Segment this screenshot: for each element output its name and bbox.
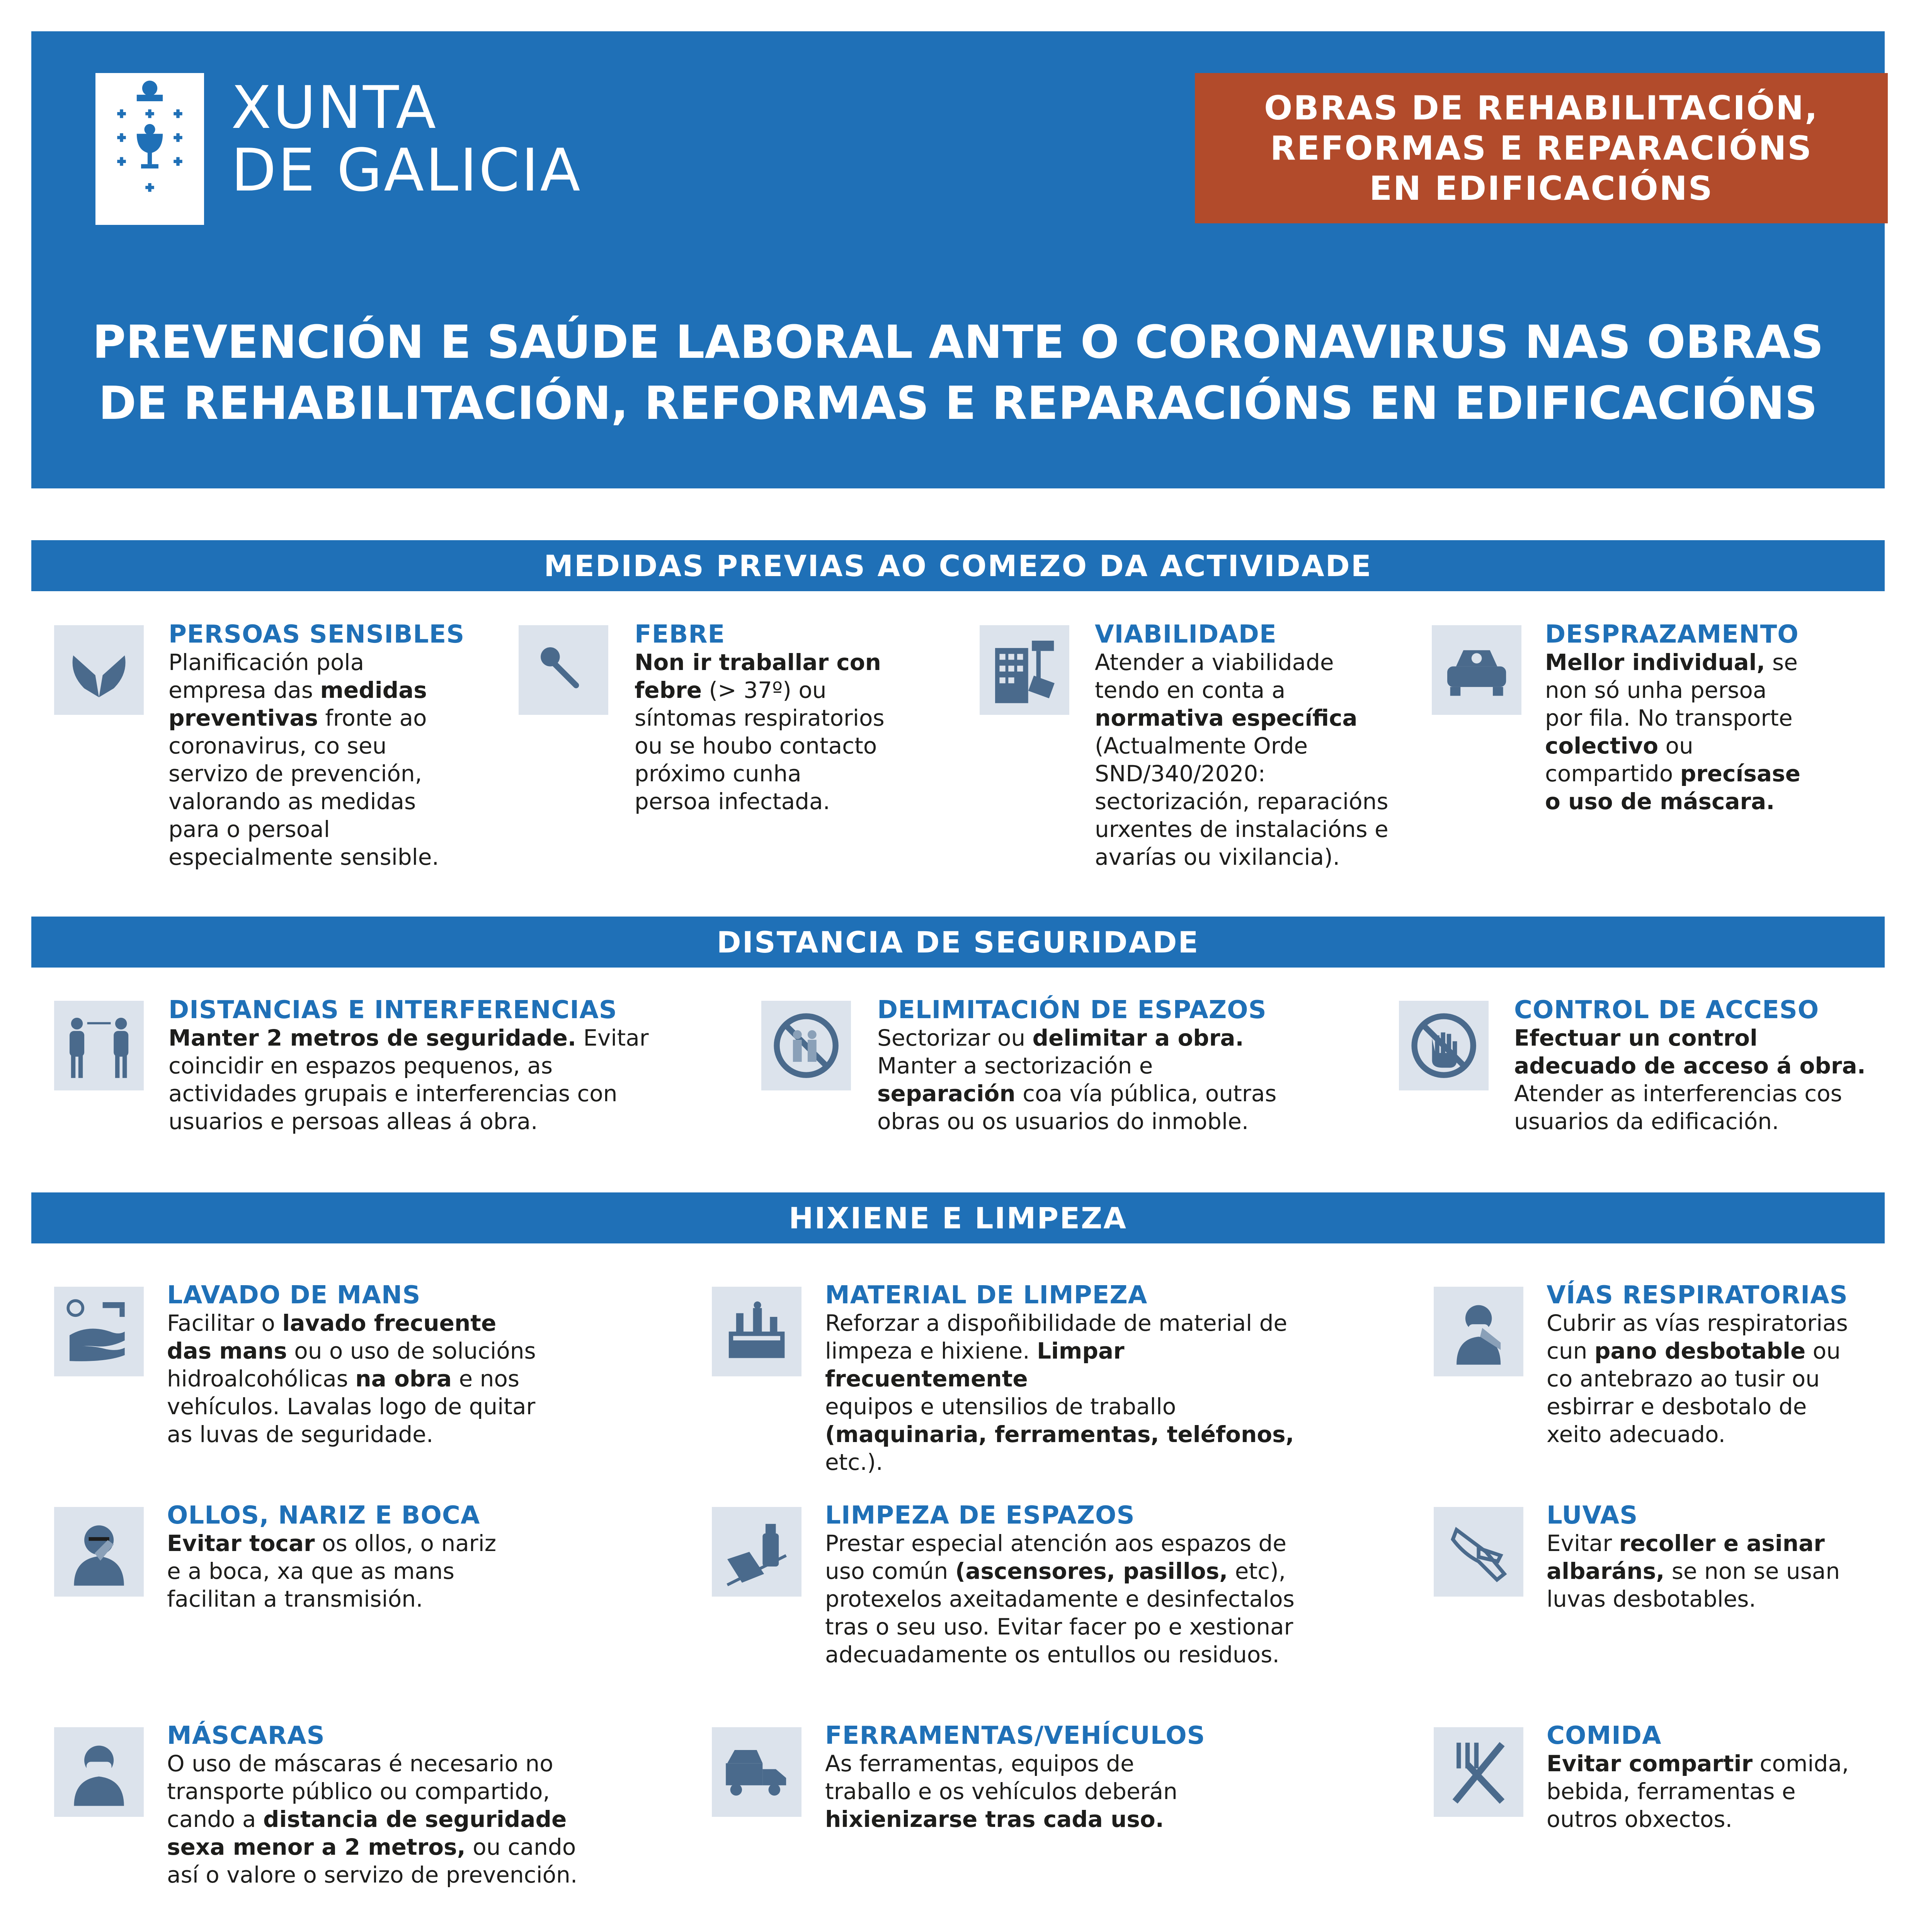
text-line: Mellor individual, se: [1545, 649, 1798, 675]
face-touch-icon: [54, 1507, 144, 1597]
text-line: Evitar compartir comida,: [1547, 1750, 1849, 1777]
stop-hand-icon: [1399, 1001, 1489, 1090]
text-line: cando a distancia de seguridade: [167, 1806, 567, 1832]
text-line: As ferramentas, equipos de: [825, 1750, 1134, 1777]
heading-line: VIABILIDADE: [1095, 620, 1277, 649]
heading-line: OLLOS, NARIZ E BOCA: [167, 1501, 480, 1530]
text-line: O uso de máscaras é necesario no: [167, 1750, 553, 1777]
item-hixiene-3: [1547, 1281, 1916, 1448]
logo-line-1: XUNTA: [231, 73, 438, 142]
item-previas-2: [635, 621, 936, 815]
section-bar-distancia: DISTANCIA DE SEGURIDADE: [31, 917, 1885, 968]
text-line: servizo de prevención,: [168, 760, 422, 787]
hands-protect-icon: [54, 625, 144, 715]
item-heading: [167, 1722, 669, 1750]
heading-line: FEBRE: [635, 620, 725, 649]
item-hixiene-9: [1547, 1722, 1916, 1833]
item-hixiene-8: [825, 1722, 1327, 1833]
topic-line-3: EN EDIFICACIÓNS: [1369, 169, 1714, 208]
text-line: e a boca, xa que as mans: [167, 1558, 454, 1584]
item-body: [1547, 1309, 1916, 1448]
item-body: [1547, 1529, 1916, 1613]
text-line: Evitar recoller e asinar: [1547, 1530, 1825, 1556]
item-heading: [825, 1281, 1327, 1309]
text-line: Evitar tocar os ollos, o nariz: [167, 1530, 497, 1556]
heading-line: MÁSCARAS: [167, 1721, 325, 1750]
item-heading: [167, 1281, 669, 1309]
item-heading: [825, 1502, 1327, 1529]
text-line: transporte público ou compartido,: [167, 1778, 550, 1804]
item-body: [167, 1529, 669, 1613]
item-previas-3: [1095, 621, 1416, 871]
text-line: cun pano desbotable ou: [1547, 1338, 1841, 1364]
distance-people-icon: [54, 1001, 144, 1090]
item-body: [825, 1309, 1327, 1476]
heading-line: CONTROL DE ACCESO: [1514, 996, 1819, 1024]
text-line: Planificación pola: [168, 649, 364, 675]
heading-line: DELIMITACIÓN DE ESPAZOS: [877, 996, 1267, 1024]
cleaning-kit-icon: [712, 1287, 801, 1376]
item-hixiene-1: [167, 1281, 669, 1448]
text-line: non só unha persoa: [1545, 677, 1767, 703]
text-line: bebida, ferramentas e: [1547, 1778, 1796, 1804]
text-line: por fila. No transporte: [1545, 705, 1793, 731]
text-line: Manter 2 metros de seguridade. Evitar: [168, 1025, 649, 1051]
text-line: persoa infectada.: [635, 788, 830, 815]
text-line: Non ir traballar con: [635, 649, 881, 675]
text-line: usuarios da edificación.: [1514, 1108, 1779, 1134]
item-body: [167, 1309, 669, 1448]
section-bar-hixiene: HIXIENE E LIMPEZA: [31, 1192, 1885, 1243]
item-heading: [635, 621, 936, 648]
text-line: tendo en conta a: [1095, 677, 1286, 703]
text-line: compartido precísase: [1545, 760, 1800, 787]
heading-line: LIMPEZA DE ESPAZOS: [825, 1501, 1135, 1530]
item-heading: [1514, 996, 1881, 1024]
text-line: das mans ou o uso de solucións: [167, 1338, 536, 1364]
heading-line: MATERIAL DE LIMPEZA: [825, 1281, 1148, 1310]
item-heading: [877, 996, 1380, 1024]
text-line: luvas desbotables.: [1547, 1586, 1756, 1612]
text-line: febre (> 37º) ou: [635, 677, 827, 703]
text-line: síntomas respiratorios: [635, 705, 885, 731]
text-line: Reforzar a dispoñibilidade de material de: [825, 1310, 1288, 1336]
item-body: [1545, 648, 1846, 815]
heading-line: PERSOAS SENSIBLES: [168, 620, 465, 649]
text-line: urxentes de instalacións e: [1095, 816, 1389, 842]
item-body: [825, 1750, 1327, 1833]
text-line: Atender as interferencias cos: [1514, 1080, 1842, 1107]
cough-icon: [1434, 1287, 1523, 1376]
text-line: hixienizarse tras cada uso.: [825, 1806, 1164, 1832]
item-heading: [168, 621, 470, 648]
text-line: tras o seu uso. Evitar facer po e xestionar: [825, 1614, 1293, 1640]
item-distancia-2: [877, 996, 1380, 1135]
text-line: hidroalcohólicas na obra e nos: [167, 1366, 520, 1392]
heading-line: VÍAS RESPIRATORIAS: [1547, 1281, 1848, 1310]
heading-line: COMIDA: [1547, 1721, 1662, 1750]
text-line: Cubrir as vías respiratorias: [1547, 1310, 1848, 1336]
text-line: limpeza e hixiene. Limpar frecuentemente: [825, 1338, 1125, 1392]
heading-line: DISTANCIAS E INTERFERENCIAS: [168, 996, 617, 1024]
text-line: protexelos axeitadamente e desinfectalos: [825, 1586, 1295, 1612]
text-line: separación coa vía pública, outras: [877, 1080, 1277, 1107]
text-line: Sectorizar ou delimitar a obra.: [877, 1025, 1244, 1051]
text-line: adecuado de acceso á obra.: [1514, 1053, 1866, 1079]
item-hixiene-6: [1547, 1502, 1916, 1613]
item-body: [1547, 1750, 1916, 1833]
text-line: (maquinaria, ferramentas, teléfonos, etc.).: [825, 1421, 1294, 1475]
heading-line: LUVAS: [1547, 1501, 1638, 1530]
text-line: vehículos. Lavalas logo de quitar: [167, 1393, 536, 1420]
text-line: avarías ou vixilancia).: [1095, 844, 1340, 870]
text-line: colectivo ou: [1545, 733, 1693, 759]
title-line-2: DE REHABILITACIÓN, REFORMAS E REPARACIÓNS EN EDIFICACIÓNS: [98, 376, 1818, 430]
text-line: equipos e utensilios de traballo: [825, 1393, 1176, 1420]
text-line: así o valore o servizo de prevención.: [167, 1862, 578, 1888]
item-body: [877, 1024, 1380, 1135]
text-line: preventivas fronte ao: [168, 705, 427, 731]
spray-icon: [712, 1507, 801, 1597]
cutlery-icon: [1434, 1727, 1523, 1817]
item-heading: [1547, 1722, 1916, 1750]
text-line: Atender a viabilidade: [1095, 649, 1334, 675]
topic-line-1: OBRAS DE REHABILITACIÓN,: [1264, 88, 1819, 128]
text-line: (Actualmente Orde: [1095, 733, 1308, 759]
truck-icon: [712, 1727, 801, 1817]
page-title: [31, 311, 1885, 434]
text-line: albaráns, se non se usan: [1547, 1558, 1840, 1584]
text-line: usuarios e persoas alleas á obra.: [168, 1108, 538, 1134]
item-body: [1095, 648, 1416, 871]
item-heading: [1547, 1281, 1916, 1309]
text-line: o uso de máscara.: [1545, 788, 1775, 815]
text-line: traballo e os vehículos deberán: [825, 1778, 1178, 1804]
text-line: Manter a sectorización e: [877, 1053, 1153, 1079]
item-body: [168, 1024, 671, 1135]
text-line: coincidir en espazos pequenos, as: [168, 1053, 553, 1079]
topic-box: [1195, 73, 1888, 223]
gloves-icon: [1434, 1507, 1523, 1597]
item-hixiene-7: [167, 1722, 669, 1889]
item-body: [167, 1750, 669, 1889]
text-line: valorando as medidas: [168, 788, 416, 815]
item-hixiene-5: [825, 1502, 1327, 1668]
heading-line: FERRAMENTAS/VEHÍCULOS: [825, 1721, 1205, 1750]
item-hixiene-2: [825, 1281, 1327, 1476]
text-line: as luvas de seguridade.: [167, 1421, 434, 1447]
text-line: Efectuar un control: [1514, 1025, 1758, 1051]
topic-line-2: REFORMAS E REPARACIÓNS: [1270, 129, 1813, 168]
text-line: facilitan a transmisión.: [167, 1586, 423, 1612]
item-hixiene-4: [167, 1502, 669, 1613]
item-heading: [825, 1722, 1327, 1750]
item-distancia-3: [1514, 996, 1881, 1135]
text-line: especialmente sensible.: [168, 844, 439, 870]
text-line: empresa das medidas: [168, 677, 427, 703]
text-line: adecuadamente os entullos ou residuos.: [825, 1641, 1280, 1668]
mask-icon: [54, 1727, 144, 1817]
text-line: xeito adecuado.: [1547, 1421, 1725, 1447]
text-line: sexa menor a 2 metros, ou cando: [167, 1834, 576, 1860]
heading-line: DESPRAZAMENTO: [1545, 620, 1799, 649]
title-line-1: PREVENCIÓN E SAÚDE LABORAL ANTE O CORONAVIRUS NAS OBRAS: [92, 315, 1824, 369]
handwash-icon: [54, 1287, 144, 1376]
text-line: Prestar especial atención aos espazos de: [825, 1530, 1286, 1556]
xunta-logo-text: [231, 73, 582, 204]
building-icon: [980, 625, 1069, 715]
text-line: Facilitar o lavado frecuente: [167, 1310, 497, 1336]
item-distancia-1: [168, 996, 671, 1135]
text-line: co antebrazo ao tusir ou: [1547, 1366, 1820, 1392]
item-heading: [1545, 621, 1846, 648]
text-line: SND/340/2020:: [1095, 760, 1266, 787]
logo-line-2: DE GALICIA: [231, 136, 582, 204]
item-body: [1514, 1024, 1881, 1135]
item-heading: [1095, 621, 1416, 648]
item-heading: [1547, 1502, 1916, 1529]
no-group-icon: [761, 1001, 851, 1090]
text-line: coronavirus, co seu: [168, 733, 387, 759]
heading-line: LAVADO DE MANS: [167, 1281, 421, 1310]
item-body: [168, 648, 470, 871]
text-line: próximo cunha: [635, 760, 801, 787]
text-line: actividades grupais e interferencias con: [168, 1080, 618, 1107]
item-body: [635, 648, 936, 815]
item-heading: [168, 996, 671, 1024]
xunta-shield-icon: [95, 73, 204, 225]
text-line: uso común (ascensores, pasillos, etc),: [825, 1558, 1286, 1584]
thermometer-icon: [519, 625, 608, 715]
text-line: para o persoal: [168, 816, 330, 842]
item-heading: [167, 1502, 669, 1529]
item-body: [825, 1529, 1327, 1668]
car-icon: [1432, 625, 1521, 715]
text-line: esbirrar e desbotalo de: [1547, 1393, 1807, 1420]
section-bar-previas: MEDIDAS PREVIAS AO COMEZO DA ACTIVIDADE: [31, 540, 1885, 591]
text-line: sectorización, reparacións: [1095, 788, 1389, 815]
text-line: normativa específica: [1095, 705, 1358, 731]
text-line: obras ou os usuarios do inmoble.: [877, 1108, 1249, 1134]
item-previas-4: [1545, 621, 1846, 815]
text-line: outros obxectos.: [1547, 1806, 1732, 1832]
text-line: ou se houbo contacto: [635, 733, 877, 759]
item-previas-1: [168, 621, 470, 871]
